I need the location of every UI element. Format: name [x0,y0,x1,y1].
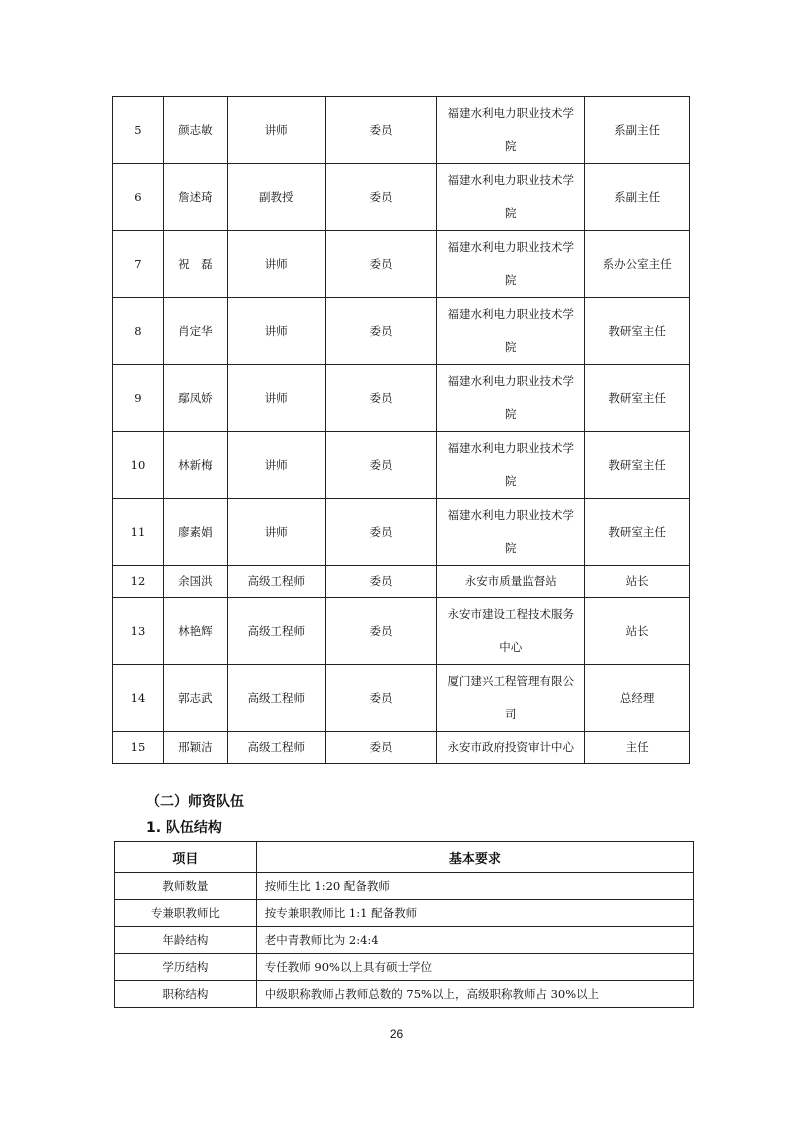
institution-line: 院 [505,407,517,421]
cell-requirement: 中级职称教师占教师总数的 75%以上，高级职称教师占 30%以上 [256,981,693,1008]
institution-line: 福建水利电力职业技术学 [447,240,575,254]
cell-no: 12 [113,566,164,598]
table-row [115,927,694,954]
cell-title: 副教授 [227,164,325,231]
cell-no: 5 [113,97,164,164]
cell-position: 总经理 [585,665,690,732]
cell-role: 委员 [325,499,437,566]
cell-no: 8 [113,298,164,365]
cell-title: 讲师 [227,298,325,365]
institution-line: 院 [505,474,517,488]
institution-line: 院 [505,541,517,555]
cell-title: 讲师 [227,97,325,164]
cell-role: 委员 [325,566,437,598]
cell-role: 委员 [325,298,437,365]
cell-name: 廖素娟 [163,499,227,566]
cell-title: 高级工程师 [227,598,325,665]
cell-name: 余国洪 [163,566,227,598]
cell-role: 委员 [325,231,437,298]
cell-role: 委员 [325,365,437,432]
table-row [115,873,694,900]
cell-title: 高级工程师 [227,566,325,598]
cell-institution [437,598,585,665]
cell-title: 讲师 [227,432,325,499]
cell-role: 委员 [325,432,437,499]
section-heading: （二）师资队伍 [146,794,244,810]
header-requirement: 基本要求 [256,842,693,873]
cell-institution [437,566,585,598]
cell-name: 肖定华 [163,298,227,365]
institution-line: 福建水利电力职业技术学 [447,374,575,388]
header-item: 项目 [115,842,257,873]
cell-name: 林艳辉 [163,598,227,665]
cell-name: 林新梅 [163,432,227,499]
cell-requirement: 专任教师 90%以上具有硕士学位 [256,954,693,981]
cell-position: 系副主任 [585,97,690,164]
cell-title: 讲师 [227,231,325,298]
table-row [113,499,690,566]
cell-role: 委员 [325,665,437,732]
cell-institution [437,231,585,298]
cell-role: 委员 [325,97,437,164]
cell-position: 系副主任 [585,164,690,231]
cell-title: 高级工程师 [227,732,325,764]
table-row [113,432,690,499]
cell-item: 学历结构 [115,954,257,981]
subsection-heading: 1. 队伍结构 [146,820,222,836]
cell-title: 讲师 [227,499,325,566]
institution-line: 院 [505,273,517,287]
table-row [115,954,694,981]
cell-institution [437,499,585,566]
cell-position: 站长 [585,566,690,598]
cell-title: 高级工程师 [227,665,325,732]
institution-line: 院 [505,139,517,153]
page-number: 26 [389,1027,404,1041]
cell-no: 10 [113,432,164,499]
institution-line: 福建水利电力职业技术学 [447,106,575,120]
cell-item: 年龄结构 [115,927,257,954]
cell-position: 教研室主任 [585,365,690,432]
cell-item: 职称结构 [115,981,257,1008]
cell-role: 委员 [325,598,437,665]
cell-role: 委员 [325,732,437,764]
institution-line: 司 [505,707,517,721]
institution-line: 永安市质量监督站 [464,574,557,588]
cell-institution [437,432,585,499]
cell-name: 鄢凤娇 [163,365,227,432]
cell-requirement: 老中青教师比为 2:4:4 [256,927,693,954]
cell-name: 詹述琦 [163,164,227,231]
table-row [113,598,690,665]
institution-line: 永安市建设工程技术服务 [447,607,575,621]
institution-line: 院 [505,206,517,220]
cell-position: 教研室主任 [585,432,690,499]
institution-line: 福建水利电力职业技术学 [447,173,575,187]
table-row [113,298,690,365]
institution-line: 福建水利电力职业技术学 [447,307,575,321]
institution-line: 永安市政府投资审计中心 [447,740,575,754]
cell-requirement: 按师生比 1:20 配备教师 [256,873,693,900]
cell-role: 委员 [325,164,437,231]
cell-no: 6 [113,164,164,231]
staff-structure-table [114,841,694,1008]
table-header-row [115,842,694,873]
cell-institution [437,732,585,764]
institution-line: 厦门建兴工程管理有限公 [447,674,575,688]
institution-line: 福建水利电力职业技术学 [447,441,575,455]
cell-no: 13 [113,598,164,665]
table-row [115,900,694,927]
cell-no: 11 [113,499,164,566]
table-row [113,231,690,298]
cell-position: 站长 [585,598,690,665]
cell-no: 7 [113,231,164,298]
cell-institution [437,298,585,365]
cell-no: 9 [113,365,164,432]
cell-position: 系办公室主任 [585,231,690,298]
table-row [113,665,690,732]
table-row [113,732,690,764]
cell-institution [437,97,585,164]
table-row [113,164,690,231]
cell-name: 祝 磊 [163,231,227,298]
table-row [113,365,690,432]
cell-name: 郭志武 [163,665,227,732]
cell-position: 主任 [585,732,690,764]
cell-item: 教师数量 [115,873,257,900]
institution-line: 院 [505,340,517,354]
committee-table [112,96,690,764]
cell-name: 邢颖洁 [163,732,227,764]
cell-name: 颜志敏 [163,97,227,164]
cell-requirement: 按专兼职教师比 1:1 配备教师 [256,900,693,927]
cell-no: 15 [113,732,164,764]
cell-institution [437,665,585,732]
cell-no: 14 [113,665,164,732]
institution-line: 中心 [499,640,523,654]
cell-position: 教研室主任 [585,298,690,365]
institution-line: 福建水利电力职业技术学 [447,508,575,522]
cell-position: 教研室主任 [585,499,690,566]
cell-item: 专兼职教师比 [115,900,257,927]
table-row [115,981,694,1008]
cell-title: 讲师 [227,365,325,432]
cell-institution [437,164,585,231]
table-row [113,566,690,598]
table-row [113,97,690,164]
cell-institution [437,365,585,432]
